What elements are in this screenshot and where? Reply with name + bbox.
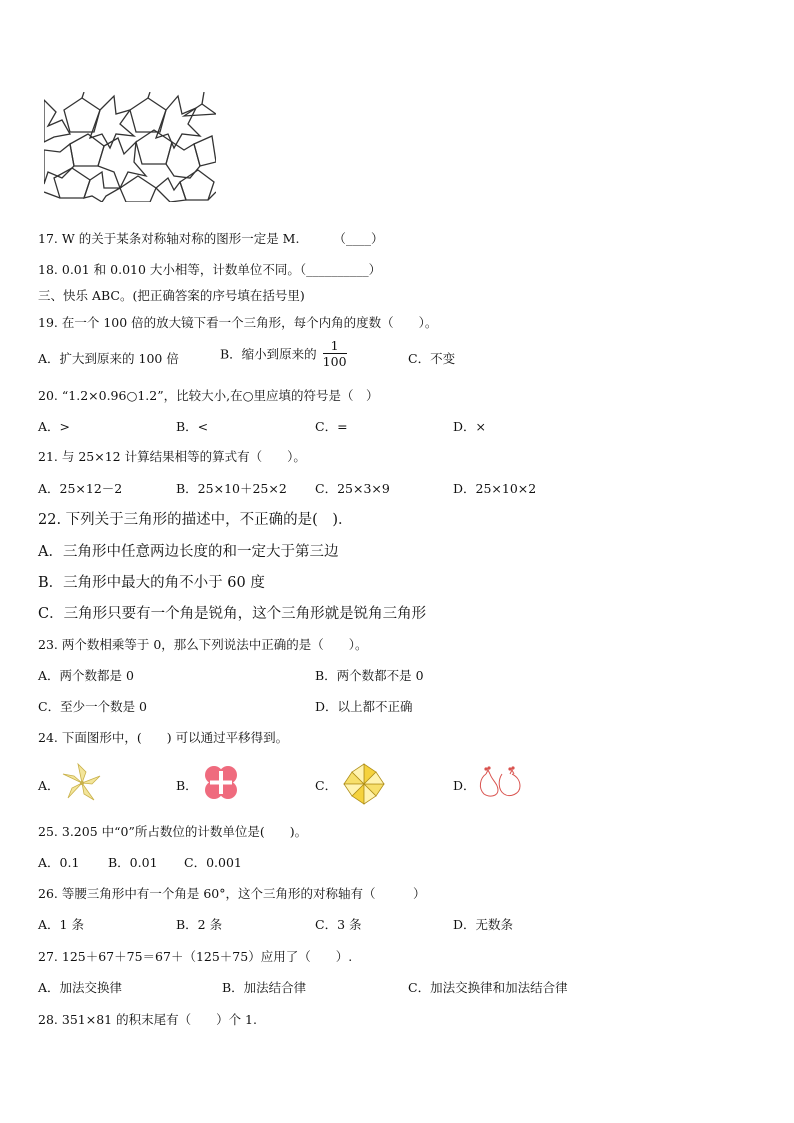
q22-number: 22. xyxy=(38,512,62,528)
q19-number: 19. xyxy=(38,315,58,330)
q26-option-a[interactable]: A．1 条 xyxy=(38,917,84,932)
q21-text: 与 25×12 计算结果相等的算式有（ ）。 xyxy=(61,449,306,464)
q18-answer-blank[interactable]: __________ xyxy=(306,262,369,277)
q28-number: 28. xyxy=(38,1012,58,1027)
question-28 xyxy=(38,1010,257,1028)
q26-option-c[interactable]: C．3 条 xyxy=(315,917,362,932)
fraction-numerator: 1 xyxy=(330,338,339,353)
q27-option-a[interactable]: A．加法交换律 xyxy=(38,980,123,995)
q24-option-c[interactable] xyxy=(315,776,337,794)
yellow-pinwheel-flower-icon[interactable] xyxy=(60,762,104,804)
q24-text: 下面图形中，( ) 可以通过平移得到。 xyxy=(61,730,289,745)
question-24 xyxy=(38,728,288,746)
q17-paren-open: （ xyxy=(333,231,346,246)
q24-option-b-label: B． xyxy=(176,778,198,793)
q28-text: 351×81 的积末尾有（ ）个 1. xyxy=(61,1012,257,1027)
two-birds-outline-icon[interactable] xyxy=(476,764,524,800)
q21-option-b[interactable]: B．25×10＋25×2 xyxy=(176,481,287,496)
q18-text: 0.01 和 0.010 大小相等，计数单位不同。（ xyxy=(61,262,307,277)
question-20 xyxy=(38,386,379,404)
q17-paren-close: ） xyxy=(370,231,384,246)
q25-number: 25. xyxy=(38,824,58,839)
q17-text: W 的关于某条对称轴对称的图形一定是 M. xyxy=(61,231,300,246)
question-23 xyxy=(38,635,368,653)
question-17 xyxy=(38,229,383,247)
q19-option-a[interactable]: A．扩大到原来的 100 倍 xyxy=(38,351,179,366)
q27-option-c[interactable]: C．加法交换律和加法结合律 xyxy=(408,980,568,995)
q23-number: 23. xyxy=(38,637,58,652)
q26-option-d[interactable]: D．无数条 xyxy=(453,917,514,932)
question-26 xyxy=(38,884,426,902)
q22-option-c[interactable]: C．三角形只要有一个角是锐角，这个三角形就是锐角三角形 xyxy=(38,606,427,622)
q23-option-a[interactable]: A．两个数都是 0 xyxy=(38,668,134,683)
q17-answer-blank[interactable]: ____ xyxy=(345,231,371,246)
pentagon-star-tessellation xyxy=(44,92,216,202)
q23-option-b[interactable]: B．两个数都不是 0 xyxy=(315,668,424,683)
q20-option-b[interactable]: B．< xyxy=(176,419,209,434)
question-27 xyxy=(38,947,352,965)
q17-number: 17. xyxy=(38,231,58,246)
question-22 xyxy=(38,508,352,529)
fraction-denominator: 100 xyxy=(322,354,347,369)
question-18 xyxy=(38,260,381,278)
q22-text: 下列关于三角形的描述中，不正确的是( )． xyxy=(65,512,353,528)
q24-option-b[interactable] xyxy=(176,776,198,794)
section-heading: 三、快乐 ABC。(把正确答案的序号填在括号里) xyxy=(38,288,305,303)
q21-option-c[interactable]: C．25×3×9 xyxy=(315,481,390,496)
q26-text: 等腰三角形中有一个角是 60°，这个三角形的对称轴有（ ） xyxy=(61,886,426,901)
q19-option-c[interactable]: C．不变 xyxy=(408,351,456,366)
q19-option-b-prefix: B．缩小到原来的 xyxy=(220,346,317,362)
q24-number: 24. xyxy=(38,730,58,745)
q22-option-b[interactable]: B．三角形中最大的角不小于 60 度 xyxy=(38,575,265,591)
q18-paren-close: ） xyxy=(368,262,382,277)
q24-option-a[interactable] xyxy=(38,776,60,794)
pink-clover-flower-icon[interactable] xyxy=(200,763,242,803)
q23-option-d[interactable]: D．以上都不正确 xyxy=(315,699,413,714)
q20-option-c[interactable]: C．= xyxy=(315,419,348,434)
q24-option-d-label: D． xyxy=(453,778,476,793)
q20-text: “1.2×0.96○1.2”，比较大小,在○里应填的符号是（ ） xyxy=(61,388,379,403)
q19-text: 在一个 100 倍的放大镜下看一个三角形，每个内角的度数（ ）。 xyxy=(61,315,438,330)
q26-number: 26. xyxy=(38,886,58,901)
q25-text: 3.205 中“0”所占数位的计数单位是( )。 xyxy=(61,824,308,839)
yellow-pinwheel-icon[interactable] xyxy=(342,762,386,806)
q22-option-a[interactable]: A．三角形中任意两边长度的和一定大于第三边 xyxy=(38,544,339,560)
q25-option-a[interactable]: A．0.1 xyxy=(38,855,80,870)
q20-option-d[interactable]: D．× xyxy=(453,419,486,434)
q25-option-b[interactable]: B．0.01 xyxy=(108,855,158,870)
fraction xyxy=(323,338,347,369)
question-21 xyxy=(38,447,306,465)
q20-number: 20. xyxy=(38,388,58,403)
q26-option-b[interactable]: B．2 条 xyxy=(176,917,223,932)
q21-number: 21. xyxy=(38,449,58,464)
q18-number: 18. xyxy=(38,262,58,277)
q20-option-a[interactable]: A．> xyxy=(38,419,71,434)
q27-number: 27. xyxy=(38,949,58,964)
q24-option-c-label: C． xyxy=(315,778,338,793)
q19-option-b[interactable] xyxy=(220,338,347,369)
q23-option-c[interactable]: C．至少一个数是 0 xyxy=(38,699,147,714)
q25-option-c[interactable]: C．0.001 xyxy=(184,855,242,870)
q24-option-d[interactable] xyxy=(453,776,476,794)
q21-option-a[interactable]: A．25×12－2 xyxy=(38,481,123,496)
q27-text: 125＋67＋75＝67＋（125＋75）应用了（ ）. xyxy=(61,949,353,964)
q24-option-a-label: A． xyxy=(38,778,60,793)
question-25 xyxy=(38,822,307,840)
q23-text: 两个数相乘等于 0，那么下列说法中正确的是（ ）。 xyxy=(61,637,368,652)
q21-option-d[interactable]: D．25×10×2 xyxy=(453,481,537,496)
q27-option-b[interactable]: B．加法结合律 xyxy=(222,980,307,995)
question-19 xyxy=(38,313,437,331)
